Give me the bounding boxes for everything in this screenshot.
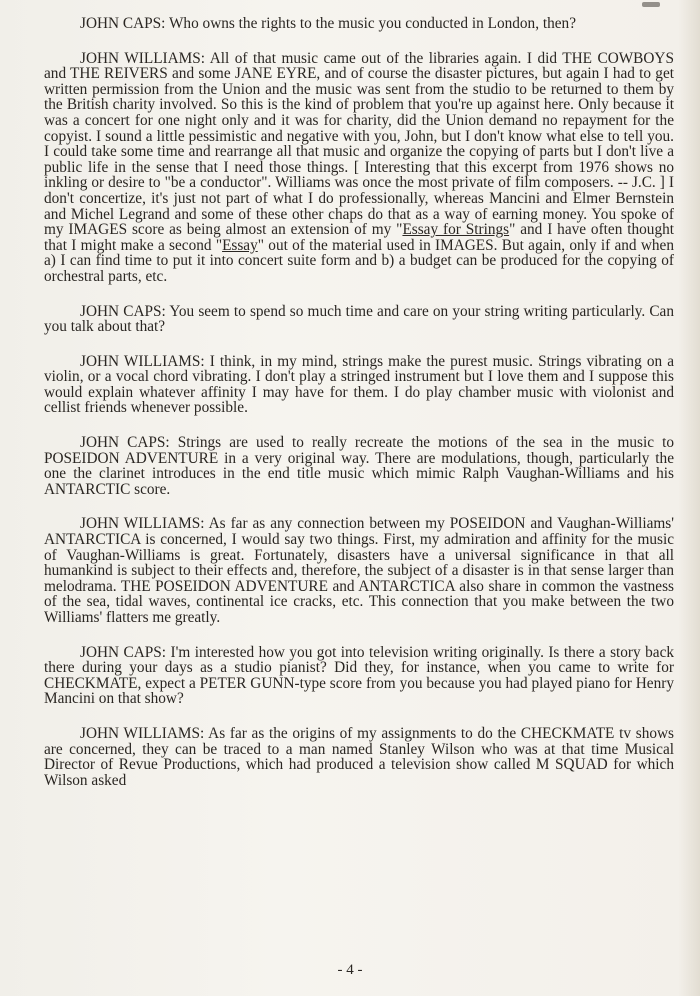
paragraph-text: All of that music came out of the libraries again. I did THE COWBOYS and THE REIVERS and some JANE EYRE, and of course the disaster pictures, but again I had to get written permission from the Union and the music was sent from the studio to be returned to them by the British charity involved. So this is the kind of problem that you're up against here. Only because it was a concert for one night only and it was for charity, did the Union demand no repayment for the copyist. I sound a little pessimistic and negative with you, John, but I don't know what else to tell you. I could take some time and rearrange all that music and organize the copying of parts but I don't live a public life in the sense that I need those things. [ Interesting that this excerpt from 1976 shows no inkling or desire to "be a conductor". Williams was once the most private of film composers. -- J.C. ] I don't concertize, it's just not part of what I do professionally, whereas Mancini and Elmer Bernstein and Michel Legrand and some of these other chaps do that as a way of earning money. You spoke of my IMAGES score as being almost an extension of my " [44, 49, 674, 239]
paragraph-text: As far as any connection between my POSEIDON and Vaughan-Williams' ANTARCTICA is concerned, I would say two things. First, my admiration and affinity for the music of Vaughan-Williams is great. Fortunately, disasters have a universal significance in that all humankind is subject to their effects and, therefore, the subject of a disaster is in that sense larger than melodrama. THE POSEIDON ADVENTURE and ANTARCTICA also share in common the vastness of the sea, tidal waves, continental ice cracks, etc. This connection that you make between the two Williams' flatters me greatly. [44, 515, 674, 626]
paragraph-text: " and I have often thought that I might make a second " [44, 221, 674, 254]
speaker-label: JOHN WILLIAMS: [80, 49, 206, 67]
paragraph-text: I'm interested how you got into television writing originally. Is there a story back there during your days as a studio pianist? Did they, for instance, when you came to write for CHECKMATE, expect a PETER GUNN-type score from you because you had played piano for Henry Mancini on that show? [44, 643, 675, 708]
interview-text [44, 16, 674, 807]
paragraph-text: You seem to spend so much time and care on your string writing particularly. Can you talk about that? [44, 302, 674, 336]
paragraph-caps-4 [44, 645, 674, 707]
paragraph-williams-3 [44, 516, 674, 625]
speaker-label: JOHN CAPS: [80, 434, 170, 452]
speaker-label: JOHN CAPS: [80, 643, 167, 661]
paragraph-caps-1 [44, 16, 674, 32]
paragraph-williams-4 [44, 726, 674, 788]
paragraph-text: Who owns the rights to the music you conducted in London, then? [165, 15, 576, 32]
paragraph-text: I think, in my mind, strings make the purest music. Strings vibrating on a violin, or a vocal chord vibrating. I don't play a stringed instrument but I love them and I suppose this would explain whatever affinity I may have for them. I do play chamber music with violonist and cellist friends whenever possible. [44, 352, 674, 417]
speaker-label: JOHN WILLIAMS: [80, 724, 205, 742]
underlined-title: Essay for Strings [402, 221, 510, 239]
paragraph-caps-3 [44, 435, 674, 497]
paragraph-text: " out of the material used in IMAGES. But again, only if and when a) I can find time to put it into concert suite form and b) a budget can be produced for the copying of orchestral parts, etc. [44, 236, 674, 285]
next-page-bleed [678, 0, 700, 996]
underlined-title: Essay [222, 236, 258, 254]
page-number: - 4 - [337, 962, 363, 978]
paragraph-text: Strings are used to really recreate the motions of the sea in the music to POSEIDON ADVENTURE in a very original way. There are modulations, though, particularly the one the clarinet introduces in the end title music which mimic Ralph Vaughan-Williams and his ANTARCTIC score. [44, 434, 674, 498]
paragraph-caps-2 [44, 304, 674, 335]
ink-mark [642, 2, 660, 7]
speaker-label: JOHN WILLIAMS: [80, 352, 205, 370]
paragraph-williams-2 [44, 354, 674, 416]
paragraph-williams-1 [44, 51, 674, 285]
paragraph-text: As far as the origins of my assignments to do the CHECKMATE tv shows are concerned, they can be traced to a man named Stanley Wilson who was at that time Musical Director of Revue Productions, which had produced a television show called M SQUAD for which Wilson asked [44, 724, 674, 789]
speaker-label: JOHN CAPS: [80, 302, 166, 320]
speaker-label: JOHN WILLIAMS: [80, 515, 205, 533]
speaker-label: JOHN CAPS: [80, 15, 166, 32]
